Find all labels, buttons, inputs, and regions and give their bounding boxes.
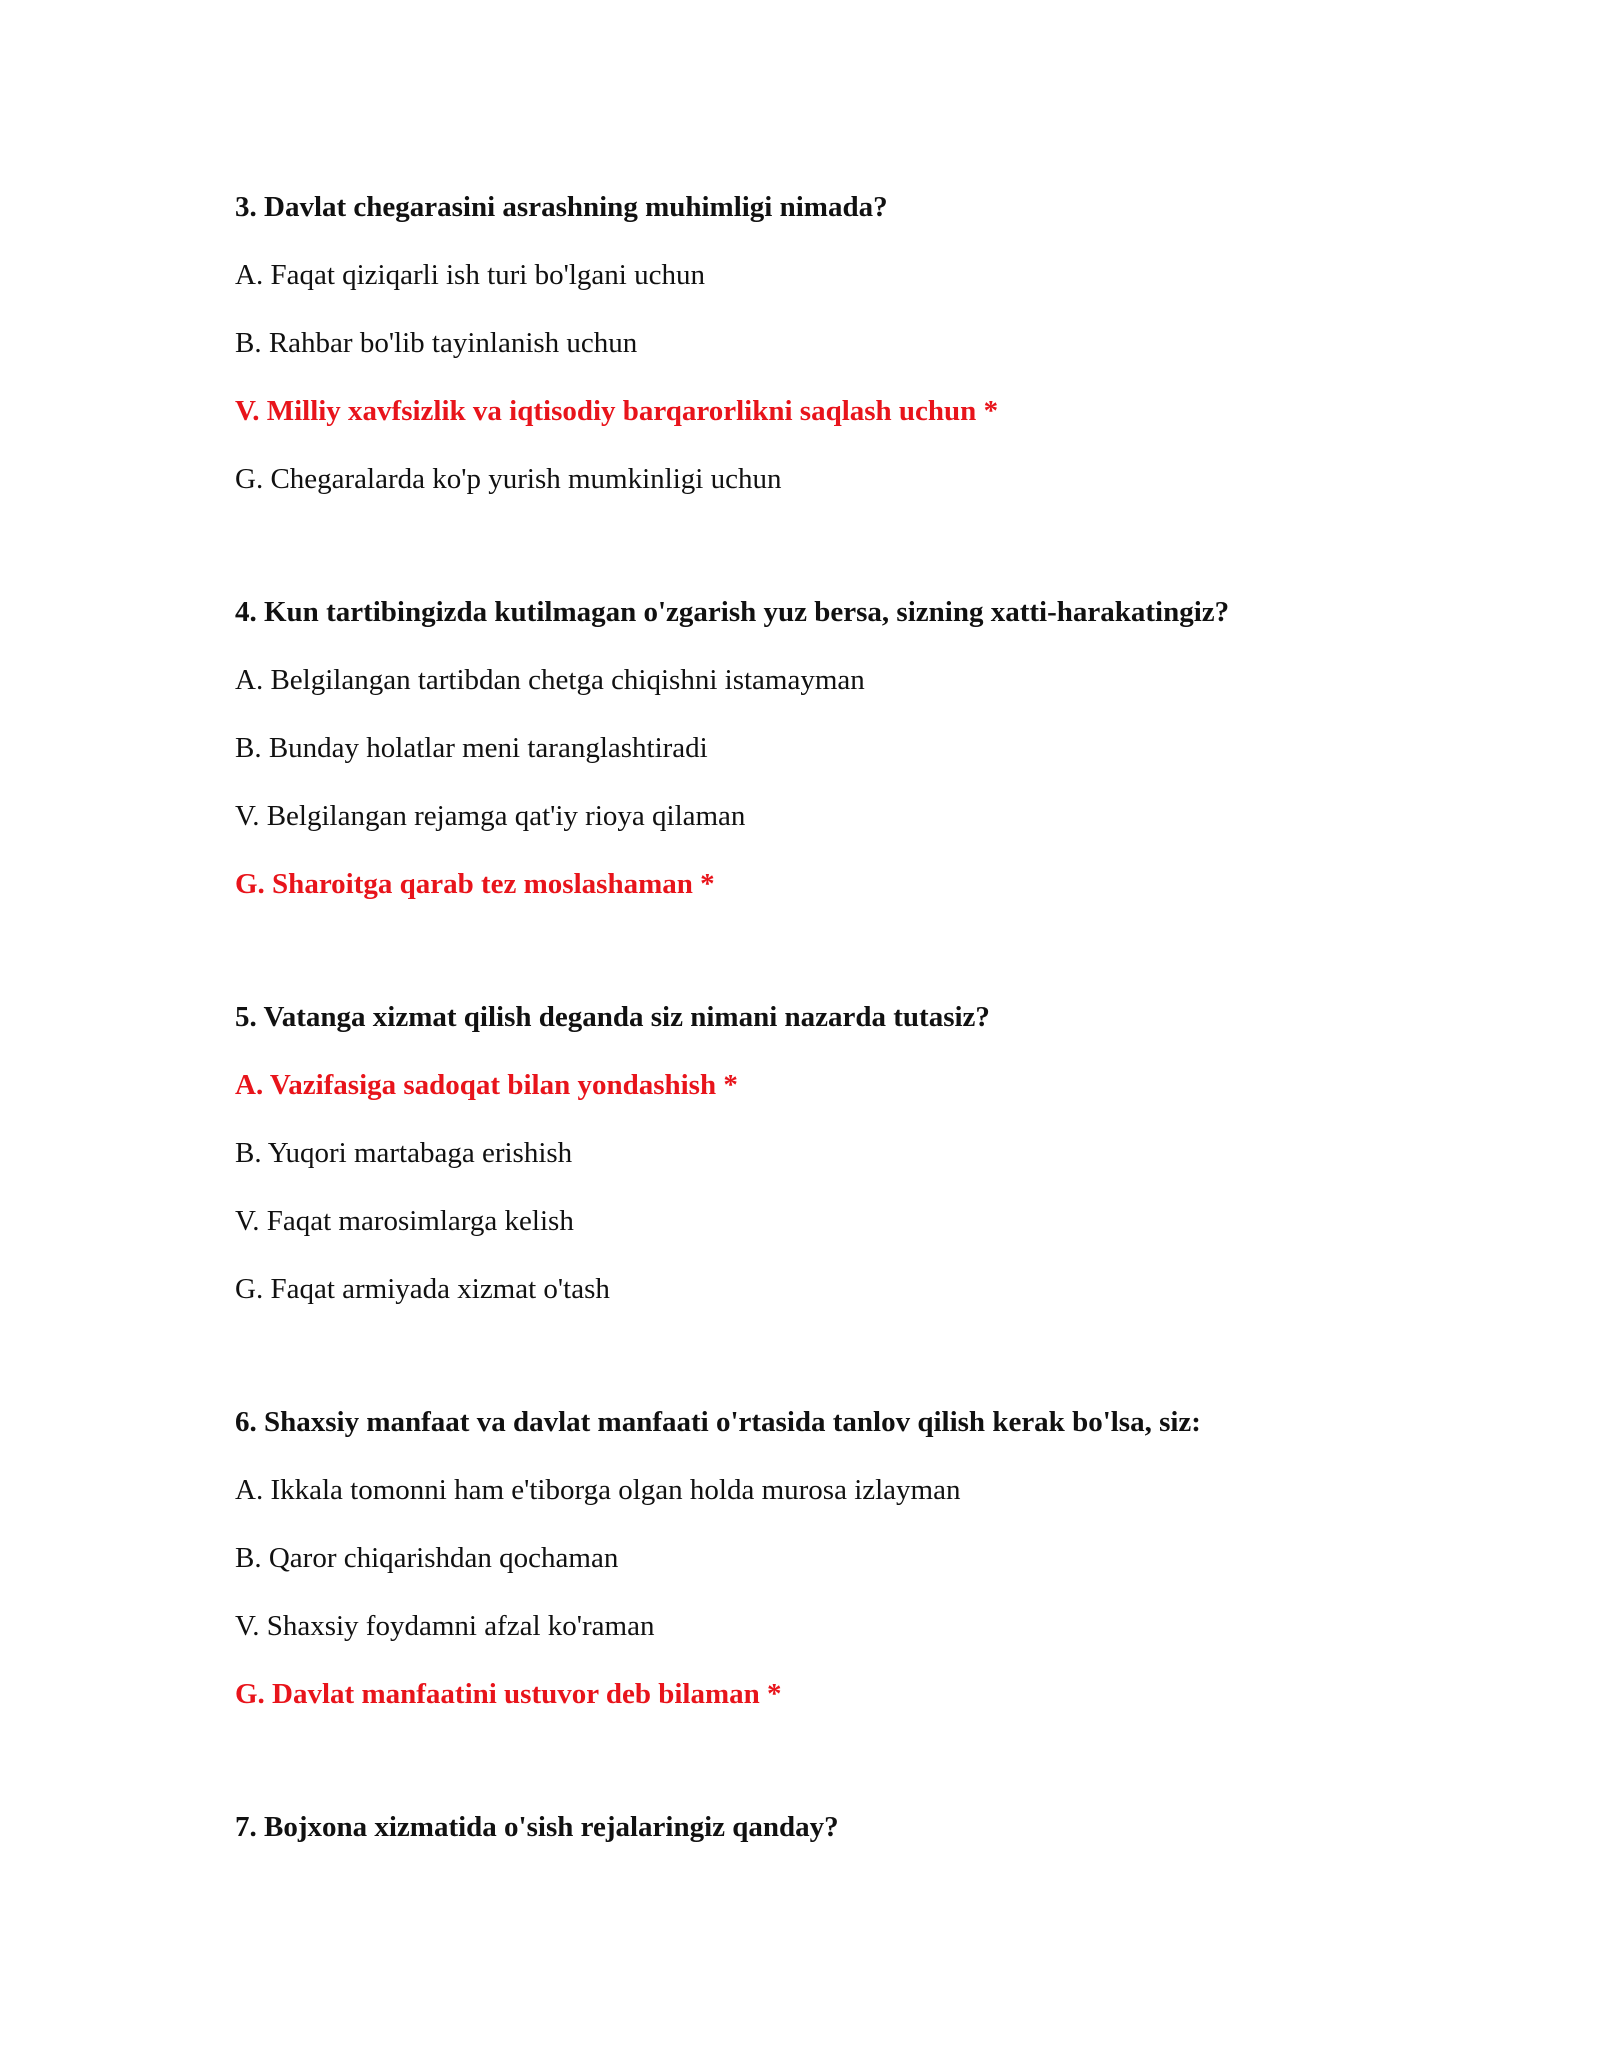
answer-option-a: A. Faqat qiziqarli ish turi bo'lgani uchun <box>235 259 705 291</box>
question-text: 3. Davlat chegarasini asrashning muhimligi nimada? <box>235 191 888 223</box>
answer-option-g: G. Chegaralarda ko'p yurish mumkinligi uchun <box>235 463 782 495</box>
question-block-3 <box>235 190 1435 530</box>
question-text: 5. Vatanga xizmat qilish deganda siz nimani nazarda tutasiz? <box>235 1001 990 1033</box>
answer-option-v: V. Shaxsiy foydamni afzal ko'raman <box>235 1610 655 1642</box>
question-text: 4. Kun tartibingizda kutilmagan o'zgarish yuz bersa, sizning xatti-harakatingiz? <box>235 596 1230 628</box>
question-block-6 <box>235 1405 1435 1745</box>
answer-option-a: A. Belgilangan tartibdan chetga chiqishni istamayman <box>235 664 865 696</box>
correct-answer-option-g: G. Sharoitga qarab tez moslashaman * <box>235 868 715 900</box>
answer-option-v: V. Faqat marosimlarga kelish <box>235 1205 574 1237</box>
correct-answer-option-v: V. Milliy xavfsizlik va iqtisodiy barqarorlikni saqlash uchun * <box>235 395 999 427</box>
correct-answer-option-a: A. Vazifasiga sadoqat bilan yondashish * <box>235 1069 738 1101</box>
question-block-5 <box>235 1000 1435 1340</box>
correct-answer-option-g: G. Davlat manfaatini ustuvor deb bilaman * <box>235 1678 782 1710</box>
question-block-4 <box>235 595 1435 935</box>
answer-option-v: V. Belgilangan rejamga qat'iy rioya qilaman <box>235 800 746 832</box>
question-text: 6. Shaxsiy manfaat va davlat manfaati o'rtasida tanlov qilish kerak bo'lsa, siz: <box>235 1406 1201 1438</box>
answer-option-a: A. Ikkala tomonni ham e'tiborga olgan holda murosa izlayman <box>235 1474 961 1506</box>
question-text: 7. Bojxona xizmatida o'sish rejalaringiz qanday? <box>235 1811 839 1843</box>
answer-option-b: B. Yuqori martabaga erishish <box>235 1137 573 1169</box>
answer-option-b: B. Bunday holatlar meni taranglashtiradi <box>235 732 708 764</box>
question-block-7 <box>235 1810 1435 1878</box>
answer-option-b: B. Rahbar bo'lib tayinlanish uchun <box>235 327 638 359</box>
answer-option-g: G. Faqat armiyada xizmat o'tash <box>235 1273 610 1305</box>
answer-option-b: B. Qaror chiqarishdan qochaman <box>235 1542 619 1574</box>
